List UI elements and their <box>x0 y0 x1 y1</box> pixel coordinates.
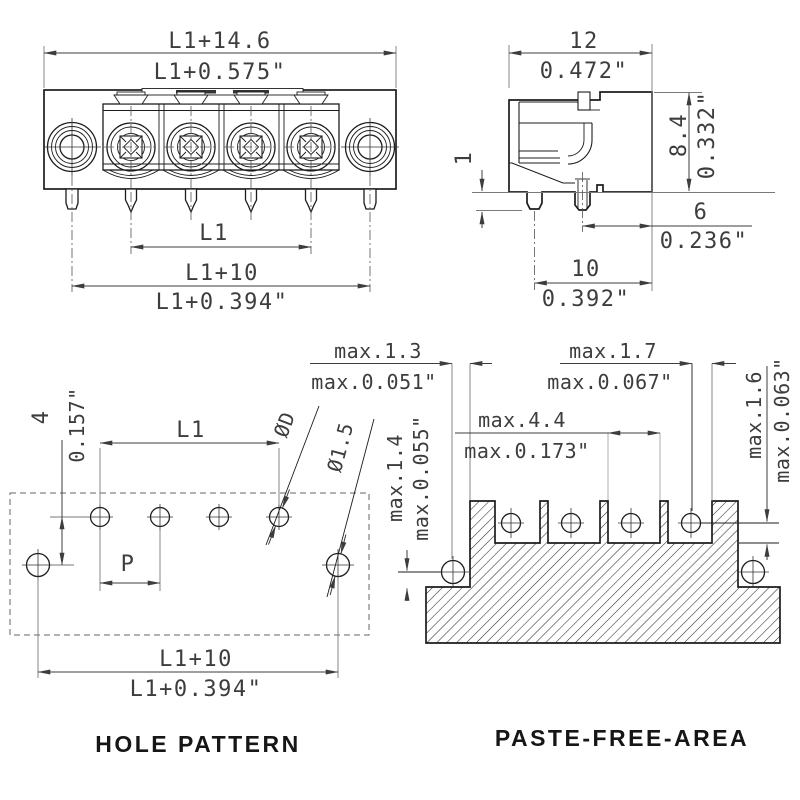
dim-label-hole-bottom-mm: L1+10 <box>159 647 233 672</box>
dim-label-pfa-step-in: max.0.055" <box>409 415 433 541</box>
dim-label-pfa-left-in: max.0.051" <box>311 370 437 394</box>
paste-free-area-title: PASTE-FREE-AREA <box>494 725 750 751</box>
dim-label-side-height-mm: 8.4 <box>667 112 692 158</box>
dim-label-front-top-mm: L1+14.6 <box>168 29 272 54</box>
dim-label-pfa-step-mm: max.1.4 <box>383 434 407 522</box>
dim-label-pfa-right-in: max.0.067" <box>547 370 673 394</box>
dim-label-pfa-depth-in: max.0.063" <box>770 357 794 483</box>
dim-label-pitch: P <box>120 552 136 577</box>
dim-label-pin-offset-mm: 6 <box>693 200 709 225</box>
dim-label-hole-l1: L1 <box>176 418 206 443</box>
dim-label-pfa-left-mm: max.1.3 <box>334 339 422 363</box>
dim-label-row-gap-in: 0.157" <box>65 387 89 463</box>
dim-label-front-top-in: L1+0.575" <box>153 60 287 85</box>
latch-tab <box>578 92 590 110</box>
dim-label-side-height-in: 0.332" <box>695 90 720 180</box>
dia-label-mount-hole: Ø1.5 <box>322 419 359 475</box>
dim-label-peg-offset-mm: 10 <box>571 257 601 282</box>
dim-label-peg-offset-in: 0.392" <box>541 287 631 312</box>
dim-label-side-width-in: 0.472" <box>539 59 629 84</box>
dim-label-side-width-mm: 12 <box>569 29 599 54</box>
top-label-bar <box>142 89 303 96</box>
dim-label-pfa-slot-mm: max.4.4 <box>478 408 566 432</box>
dim-label-front-l1: L1 <box>199 221 229 246</box>
dim-label-hole-bottom-in: L1+0.394" <box>129 677 263 702</box>
dim-label-front-bottom-in: L1+0.394" <box>155 290 289 315</box>
dim-label-row-gap-mm: 4 <box>29 409 54 425</box>
paste-free-shape <box>426 501 780 643</box>
hole-pattern-title: HOLE PATTERN <box>95 731 301 757</box>
dim-label-front-bottom-mm: L1+10 <box>185 261 259 286</box>
dim-label-pin-offset-in: 0.236" <box>659 229 749 254</box>
dim-label-pfa-slot-in: max.0.173" <box>464 439 590 463</box>
dim-label-pin-protrusion: 1 <box>452 150 477 166</box>
dim-label-pfa-right-mm: max.1.7 <box>569 339 657 363</box>
dim-label-pfa-depth-mm: max.1.6 <box>742 371 766 459</box>
dia-label-pin-hole: ØD <box>268 408 301 441</box>
